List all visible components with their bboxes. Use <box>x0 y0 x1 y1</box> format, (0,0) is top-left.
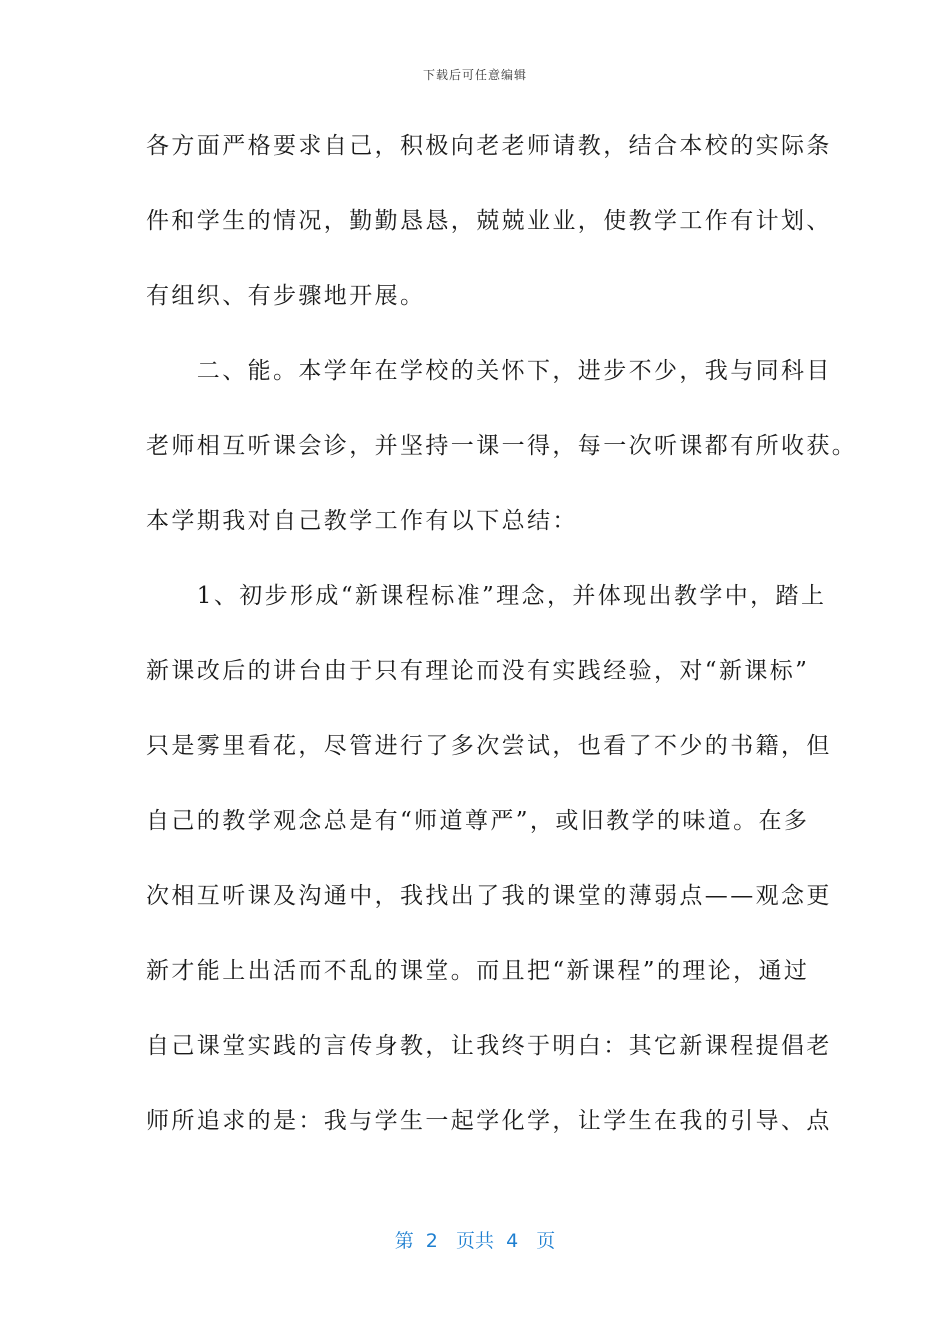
text-line-1: 各方面严格要求自己，积极向老老师请教，结合本校的实际条 <box>146 133 832 159</box>
document-body <box>146 120 858 1170</box>
text-line-10: 自己的教学观念总是有“师道尊严”，或旧教学的味道。在多 <box>146 808 810 834</box>
text-line-12: 新才能上出活而不乱的课堂。而且把“新课程”的理论，通过 <box>146 958 810 984</box>
text-line-6: 本学期我对自己教学工作有以下总结： <box>146 508 578 534</box>
text-line-13: 自己课堂实践的言传身教，让我终于明白：其它新课程提倡老 <box>146 1033 832 1059</box>
text-line-3: 有组织、有步骤地开展。 <box>146 283 426 309</box>
page-header: 下载后可任意编辑 <box>422 68 527 82</box>
text-line-4: 二、能。本学年在学校的关怀下，进步不少，我与同科目 <box>146 358 832 384</box>
text-line-9: 只是雾里看花，尽管进行了多次尝试，也看了不少的书籍，但 <box>146 733 832 759</box>
text-line-11: 次相互听课及沟通中，我找出了我的课堂的薄弱点——观念更 <box>146 883 832 909</box>
text-line-7: 1、初步形成“新课程标准”理念，并体现出教学中，踏上 <box>146 583 827 609</box>
text-line-8: 新课改后的讲台由于只有理论而没有实践经验，对“新课标” <box>146 658 810 684</box>
text-line-2: 件和学生的情况，勤勤恳恳，兢兢业业，使教学工作有计划、 <box>146 208 832 234</box>
text-line-14: 师所追求的是：我与学生一起学化学，让学生在我的引导、点 <box>146 1108 832 1134</box>
page-number-footer: 第 2 页共 4 页 <box>394 1230 556 1252</box>
text-line-5: 老师相互听课会诊，并坚持一课一得，每一次听课都有所收获。 <box>146 433 858 459</box>
